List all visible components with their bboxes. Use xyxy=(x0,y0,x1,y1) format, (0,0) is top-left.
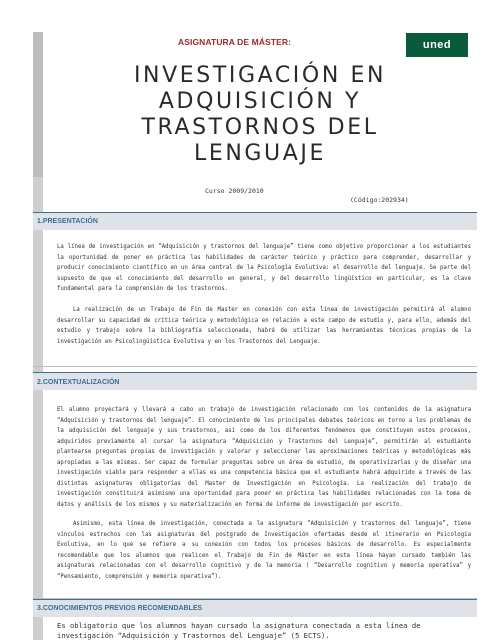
paragraph xyxy=(57,405,471,510)
paragraph-text: El alumno proyectará y llevará a cabo un trabajo de investigación relacionado con los contenidos de la asignatura “Adquisición y trastornos del lenguaje”. El conocimiento de los principales debates teóricos en torno a los problemas de la adquisición del lenguaje y sus trastornos, así como de los diferentes fenómenos que constituyen estos procesos, adquiridos previamente al cursar la asignatura “Adquisición y Trastornos del Lenguaje”, permitirán al estudiante plantearse preguntas propias de investigación y valorar y seleccionar las aproximaciones teóricas y metodológicas más apropiadas a las mismas. Ser capaz de formular preguntas sobre un área de estudio, de operativizarlas y de diseñar una investigación viable para responder a ellas es una competencia básica que el estudiante habrá adquirido a través de las distintas asignaturas obligatorias del Master de Investigación en Psicología. La realización del trabajo de investigación constituirá asimismo una oportunidad para poner en práctica las habilidades relacionadas con la toma de datos y análisis de los mismos y su materialización en forma de informe de investigación por escrito. xyxy=(57,407,471,508)
title-line: LENGUAJE xyxy=(193,141,326,166)
left-margin-bar-top xyxy=(33,32,43,177)
course-code: (Código:202934) xyxy=(350,196,409,204)
document-title xyxy=(60,63,460,167)
paragraph-text: Es obligatorio que los alumnos hayan cursado la asignatura conectada a esta línea de investigación “Adquisición y Trastornos del Lenguaje” (5 ECTS). xyxy=(57,621,421,640)
section-title-presentacion: 1.PRESENTACIÓN xyxy=(37,218,98,225)
section-header-bar xyxy=(33,213,477,230)
paragraph xyxy=(57,519,471,582)
course-year: Curso 2009/2010 xyxy=(205,187,264,195)
paragraph-text: La línea de investigación en “Adquisición y trastornos del lenguaje” tiene como objetivo proporcionar a los estudiantes la oportunidad de poner en práctica las habilidades de carácter teórico y práctico para comprender, desarrollar y producir conocimiento científico en un área central de la Psicología Evolutiva: el desarrollo del lenguaje. Se parte del supuesto de que el conocimiento del desarrollo en general, y del desarrollo lingüístico en particular, es la clave fundamental para la comprensión de los trastornos. xyxy=(57,244,471,292)
paragraph xyxy=(57,242,471,295)
section-separator xyxy=(33,366,477,367)
uned-logo: uned xyxy=(406,33,468,57)
title-line: INVESTIGACIÓN EN xyxy=(133,63,387,88)
paragraph-text: Asimismo, esta línea de investigación, conectada a la asignatura “Adquisición y trastornos del lenguaje”, tiene vínculos estrechos con las asignaturas del postgrado de Investigación ofertadas desde el itinerario en Psicología Evolutiva, en lo que se refiere a su conexión con todos los procesos básicos de desarrollo. Es especialmente recomendable que los alumnos que realicen el Trabajo de Fin de Máster en esta línea hayan cursado también las asignaturas relacionadas con el desarrollo cognitivo y de la memoria ( “Desarrollo cognitivo y memoria operativa” y “Pensamiento, comprensión y memoria operativa”). xyxy=(57,521,471,580)
paragraph xyxy=(57,305,471,347)
title-line: TRASTORNOS DEL xyxy=(141,115,379,140)
subject-type-label: ASIGNATURA DE MÁSTER: xyxy=(178,37,292,47)
paragraph xyxy=(57,621,471,640)
paragraph-text: La realización de un Trabajo de Fin de Master en conexión con esta línea de investigación permitirá al alumno desarrollar su capacidad de crítica teórica y metodológica en relación a este campo de estudio y, para ello, además del estudio y trabajo sobre la bibliografía seleccionada, habrá de utilizar las herramientas técnicas propias de la investigación en Psicolingüística Evolutiva y en los Trastornos del Lenguaje. xyxy=(57,307,471,345)
section-title-contextualizacion: 2.CONTEXTUALIZACIÓN xyxy=(37,379,120,386)
title-line: ADQUISICIÓN Y xyxy=(158,89,362,114)
section-title-conocimientos: 3.CONOCIMIENTOS PREVIOS RECOMENDABLES xyxy=(37,605,203,612)
